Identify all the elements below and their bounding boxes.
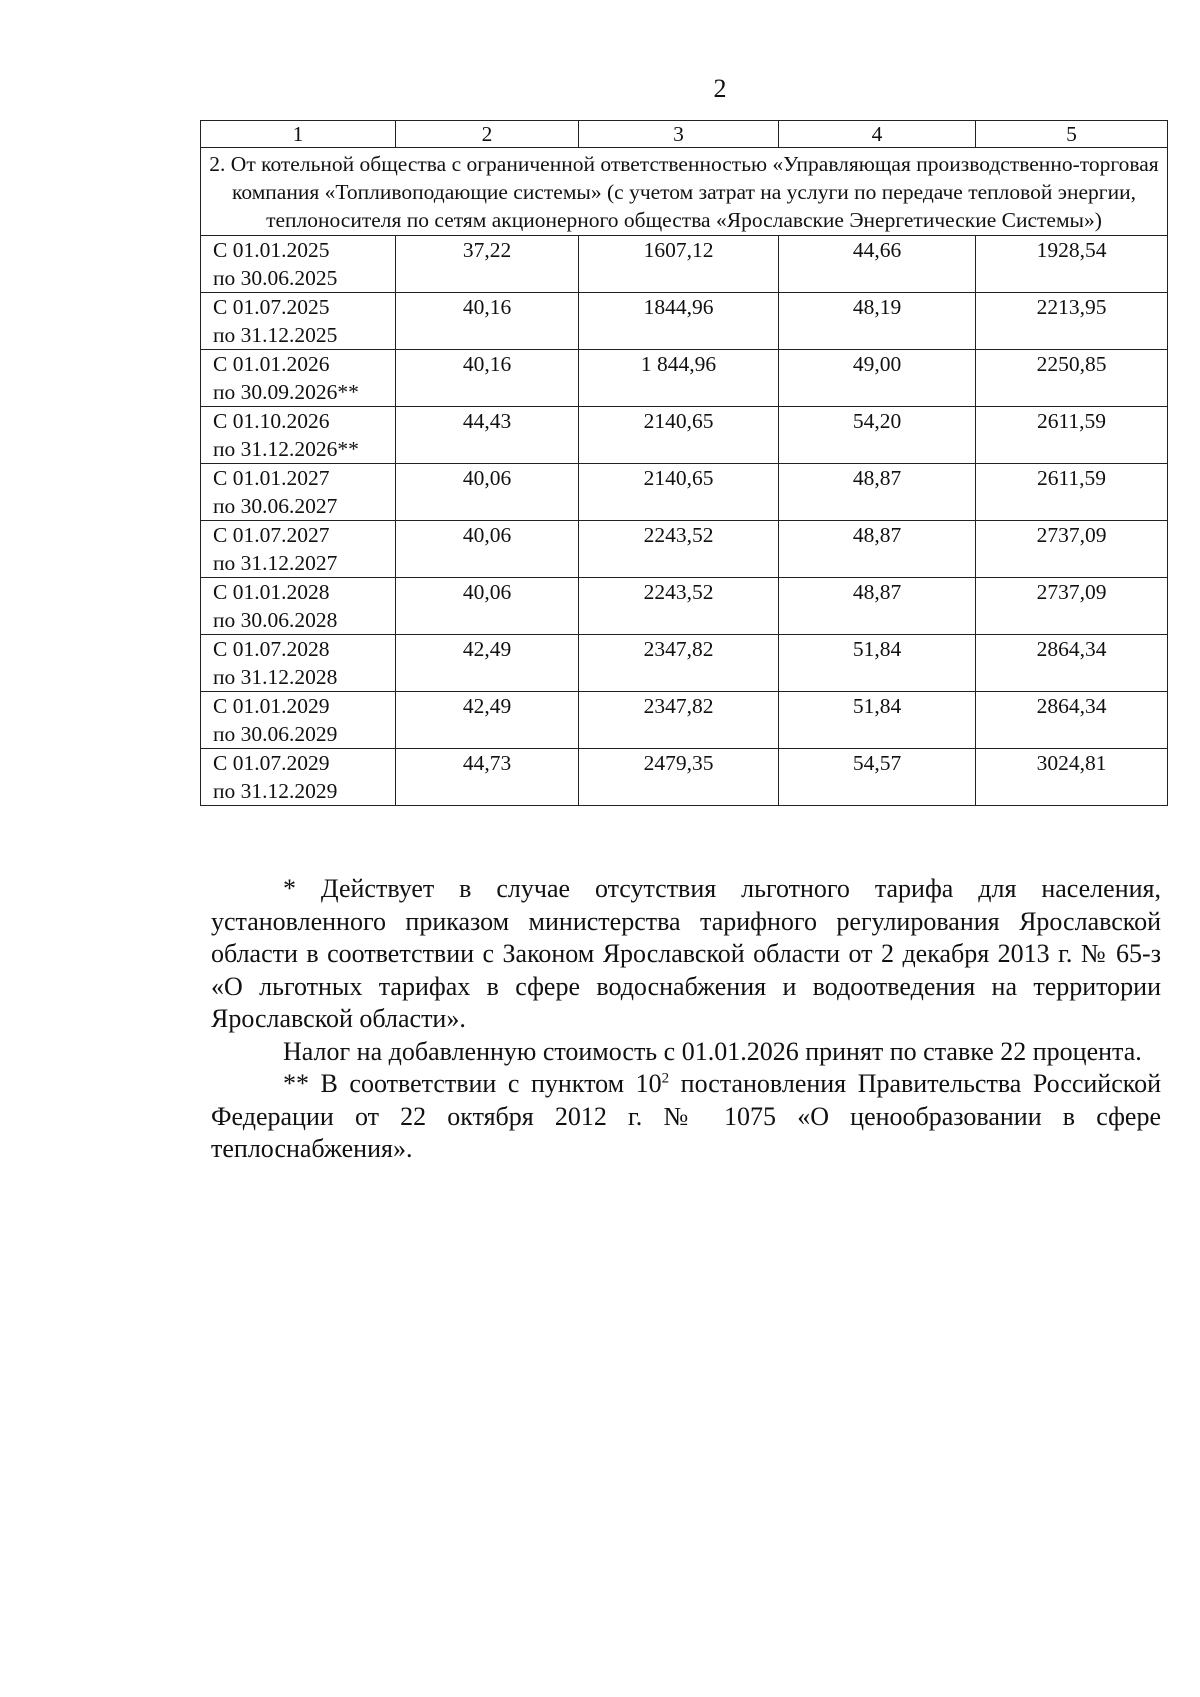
footnote-text: постановления Правительства Российской Федерации от 22 октября 2012 г. № 1075 «О ценообразовании в сфере теплоснабжения». <box>211 1069 1161 1163</box>
value-cell-c2: 40,06 <box>396 464 579 521</box>
column-number-row <box>201 121 1168 148</box>
period-cell <box>201 749 396 806</box>
period-start: С 01.01.2026 <box>213 352 330 376</box>
value-cell-c5: 2611,59 <box>976 464 1168 521</box>
value-cell-c3: 2347,82 <box>579 692 779 749</box>
period-cell <box>201 293 396 350</box>
value-cell-c5: 2737,09 <box>976 521 1168 578</box>
period-end: по 31.12.2026** <box>213 437 359 461</box>
value-cell-c5: 1928,54 <box>976 236 1168 293</box>
table-row <box>201 293 1168 350</box>
period-cell <box>201 521 396 578</box>
value-cell-c4: 48,87 <box>779 578 976 635</box>
period-end: по 31.12.2025 <box>213 323 338 347</box>
page-number: 2 <box>713 74 727 103</box>
period-cell <box>201 464 396 521</box>
value-cell-c5: 2250,85 <box>976 350 1168 407</box>
value-cell-c4: 54,20 <box>779 407 976 464</box>
value-cell-c3: 2479,35 <box>579 749 779 806</box>
value-cell-c2: 40,06 <box>396 521 579 578</box>
period-start: С 01.10.2026 <box>213 409 330 433</box>
value-cell-c2: 42,49 <box>396 635 579 692</box>
column-number: 5 <box>976 121 1168 148</box>
tariff-table <box>200 120 1168 806</box>
value-cell-c5: 2611,59 <box>976 407 1168 464</box>
section-heading-row <box>201 148 1168 236</box>
period-end: по 31.12.2029 <box>213 779 338 803</box>
table-row <box>201 236 1168 293</box>
value-cell-c3: 2140,65 <box>579 407 779 464</box>
table-row <box>201 521 1168 578</box>
value-cell-c4: 44,66 <box>779 236 976 293</box>
table-row <box>201 692 1168 749</box>
period-cell <box>201 635 396 692</box>
value-cell-c4: 48,87 <box>779 521 976 578</box>
period-start: С 01.07.2028 <box>213 637 330 661</box>
column-number: 2 <box>396 121 579 148</box>
period-start: С 01.07.2027 <box>213 523 330 547</box>
value-cell-c3: 1607,12 <box>579 236 779 293</box>
table-row <box>201 407 1168 464</box>
value-cell-c5: 2213,95 <box>976 293 1168 350</box>
value-cell-c5: 2737,09 <box>976 578 1168 635</box>
value-cell-c4: 54,57 <box>779 749 976 806</box>
value-cell-c2: 40,16 <box>396 350 579 407</box>
period-start: С 01.07.2025 <box>213 295 330 319</box>
value-cell-c5: 2864,34 <box>976 635 1168 692</box>
value-cell-c2: 42,49 <box>396 692 579 749</box>
value-cell-c4: 51,84 <box>779 635 976 692</box>
column-number: 3 <box>579 121 779 148</box>
table-row <box>201 749 1168 806</box>
value-cell-c3: 2140,65 <box>579 464 779 521</box>
value-cell-c4: 51,84 <box>779 692 976 749</box>
value-cell-c2: 37,22 <box>396 236 579 293</box>
value-cell-c2: 40,06 <box>396 578 579 635</box>
value-cell-c3: 2243,52 <box>579 521 779 578</box>
period-start: С 01.01.2025 <box>213 238 330 262</box>
table-row <box>201 464 1168 521</box>
period-start: С 01.01.2029 <box>213 694 330 718</box>
value-cell-c5: 3024,81 <box>976 749 1168 806</box>
period-cell <box>201 578 396 635</box>
period-end: по 30.06.2028 <box>213 608 338 632</box>
section-heading: 2. От котельной общества с ограниченной ответственностью «Управляющая производственно-торговая компания «Топливоподающие системы» (с учетом затрат на услуги по передаче тепловой энергии, теплоносителя по сетям акционерного общества «Ярославские Энергетические Системы») <box>201 148 1168 236</box>
value-cell-c2: 44,73 <box>396 749 579 806</box>
period-cell <box>201 407 396 464</box>
period-end: по 30.09.2026** <box>213 380 359 404</box>
value-cell-c2: 44,43 <box>396 407 579 464</box>
period-end: по 30.06.2027 <box>213 494 338 518</box>
table-row <box>201 350 1168 407</box>
period-end: по 30.06.2029 <box>213 722 338 746</box>
value-cell-c4: 48,19 <box>779 293 976 350</box>
footnote-pricing-regulation <box>211 1068 1161 1166</box>
footnote-text: ** В соответствии с пунктом 10 <box>283 1069 662 1098</box>
value-cell-c2: 40,16 <box>396 293 579 350</box>
footnote-vat: Налог на добавленную стоимость с 01.01.2026 принят по ставке 22 процента. <box>283 1036 1142 1066</box>
column-number: 4 <box>779 121 976 148</box>
value-cell-c3: 1 844,96 <box>579 350 779 407</box>
footnote-benefit-tariff: * Действует в случае отсутствия льготного тарифа для населения, установленного приказом министерства тарифного регулирования Ярославской области в соответствии с Законом Ярославской области от 2 декабря 2013 г. № 65-з «О льготных тарифах в сфере водоснабжения и водоотведения на территории Ярославской области». <box>211 874 1161 1033</box>
period-start: С 01.01.2027 <box>213 466 330 490</box>
period-end: по 31.12.2028 <box>213 665 338 689</box>
value-cell-c3: 2243,52 <box>579 578 779 635</box>
period-start: С 01.07.2029 <box>213 751 330 775</box>
value-cell-c3: 2347,82 <box>579 635 779 692</box>
period-start: С 01.01.2028 <box>213 580 330 604</box>
value-cell-c5: 2864,34 <box>976 692 1168 749</box>
value-cell-c4: 49,00 <box>779 350 976 407</box>
period-cell <box>201 236 396 293</box>
column-number: 1 <box>201 121 396 148</box>
period-end: по 31.12.2027 <box>213 551 338 575</box>
period-cell <box>201 350 396 407</box>
footnotes <box>211 873 1161 1166</box>
table-row <box>201 578 1168 635</box>
value-cell-c4: 48,87 <box>779 464 976 521</box>
value-cell-c3: 1844,96 <box>579 293 779 350</box>
period-end: по 30.06.2025 <box>213 266 338 290</box>
period-cell <box>201 692 396 749</box>
table-row <box>201 635 1168 692</box>
superscript: 2 <box>661 1070 670 1087</box>
